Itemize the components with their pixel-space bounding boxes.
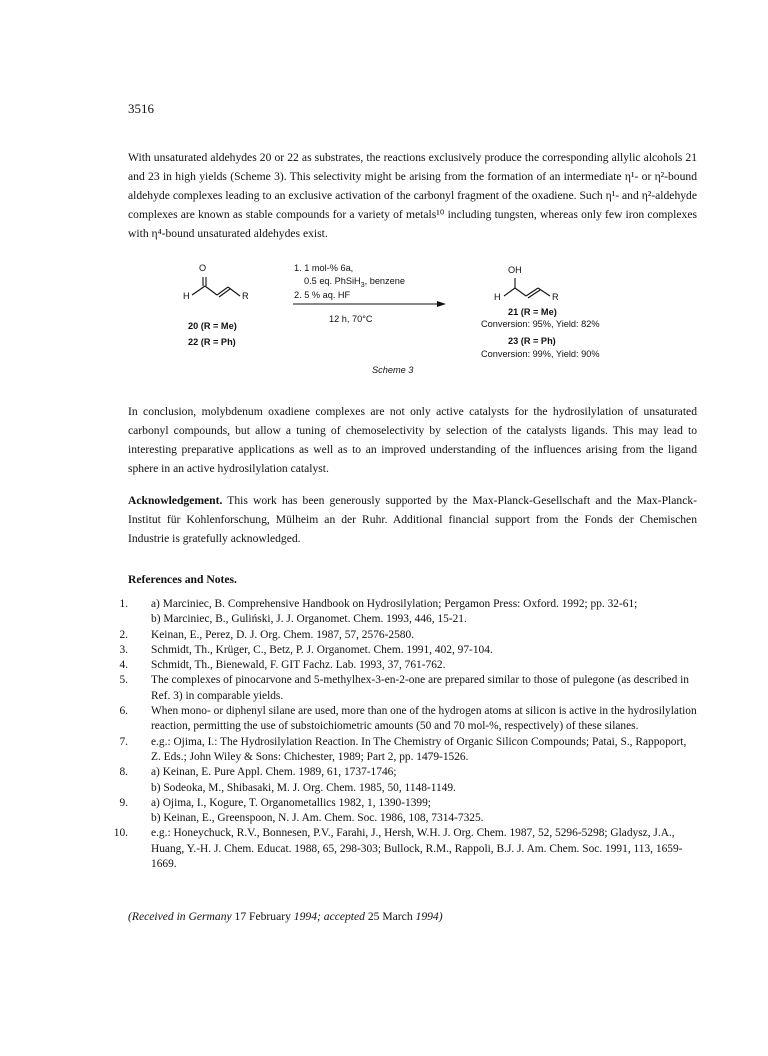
paragraph-unsaturated-aldehydes: With unsaturated aldehydes 20 or 22 as substrates, the reactions exclusively produce the corresponding allylic alcohols 21 and 23 in high yields (Scheme 3). This selectivity might be arising from the formation of an intermediate η¹- or η²-bound aldehyde complexes leading to an exclusive activation of the carbonyl fragment of the oxadiene. Such η¹- and η²-aldehyde complexes are known as stable compounds for a variety of metals¹⁰ including tungsten, whereas only few iron complexes with η⁴-bound unsaturated aldehydes exist. (128, 151, 697, 240)
reference-item (112, 628, 698, 643)
reference-item (112, 765, 698, 796)
product-h-bond (504, 288, 515, 296)
reference-item (112, 704, 698, 735)
reference-text: Schmidt, Th., Krüger, C., Betz, P. J. Organomet. Chem. 1991, 402, 97-104. (151, 643, 493, 656)
reference-text: e.g.: Ojima, I.: The Hydrosilylation Reaction. In The Chemistry of Organic Silicon Compounds; Patai, S., Rappoport, Z. Eds.; John Wiley & Sons: Chichester, 1989; Part 2, pp. 1479-1526. (151, 735, 687, 763)
reference-number: 1. (119, 598, 128, 610)
reference-item (112, 658, 698, 673)
reference-number: 8. (119, 766, 128, 779)
reference-text: a) Marciniec, B. Comprehensive Handbook on Hydrosilylation; Pergamon Press: Oxford. 1992; pp. 32-61; (151, 598, 638, 610)
reactant-chain-1 (205, 286, 217, 295)
acknowledgement-text: This work has been generously supported by the Max-Planck-Gesellschaft and the Max-Planck-Institut für Kohlenforschung, Mülheim an der Ruhr. Additional financial support from the Fonds der Chemischen Industrie is gratefully acknowledged. (128, 494, 697, 545)
product-chain-1 (515, 288, 526, 296)
references-heading: References and Notes. (128, 573, 237, 586)
reactant-hydrogen-atom: H (183, 291, 190, 301)
reference-text: Keinan, E., Perez, D. J. Org. Chem. 1987, 57, 2576-2580. (151, 628, 415, 641)
reference-text: b) Keinan, E., Greenspoon, N. J. Am. Chem. Soc. 1986, 108, 7314-7325. (151, 812, 484, 825)
reference-number: 7. (119, 735, 128, 748)
page-number: 3516 (128, 101, 154, 116)
reaction-scheme-drawing (128, 258, 697, 378)
reference-number: 2. (119, 628, 128, 641)
reactant-chain-3 (228, 287, 240, 296)
reference-text: When mono- or diphenyl silane are used, more than one of the hydrogen atoms at silicon is active in the hydrosilylation reaction, permitting the use of substoichiometric amounts (50 and 70 mol-%, respectively) of these silanes. (151, 705, 697, 733)
reference-number: 4. (119, 659, 128, 672)
reactant-label-20: 20 (R = Me) (188, 321, 237, 331)
reactant-label-22: 22 (R = Ph) (188, 337, 236, 347)
product-chain-3 (538, 288, 550, 296)
acknowledgement-heading: Acknowledgement. (128, 494, 223, 507)
reference-item (112, 826, 698, 872)
reference-text: a) Ojima, I., Kogure, T. Organometallics 1982, 1, 1390-1399; (151, 796, 431, 809)
condition-step-1: 1. 1 mol-% 6a, (294, 263, 354, 273)
condition-step-1-detail: 0.5 eq. PhSiH$_3$, benzene (304, 276, 405, 289)
references-list (112, 597, 698, 872)
reactant-oxygen-atom: O (199, 263, 207, 273)
reference-text: The complexes of pinocarvone and 5-methylhex-3-en-2-one are prepared similar to those of pulegone (as described in Ref. 3) in comparable yields. (151, 674, 690, 702)
reference-item (112, 735, 698, 766)
condition-time-temperature: 12 h, 70°C (329, 314, 373, 324)
condition-step-2: 2. 5 % aq. HF (294, 290, 351, 300)
reference-number: 10. (113, 827, 128, 840)
reference-number: 6. (119, 705, 128, 718)
product-r-group: R (552, 292, 559, 302)
product-label-21: 21 (R = Me) (508, 307, 557, 317)
reference-number: 9. (119, 796, 128, 809)
reference-number: 3. (119, 643, 128, 656)
product-result-21: Conversion: 95%, Yield: 82% (481, 319, 600, 329)
reference-text: e.g.: Honeychuck, R.V., Bonnesen, P.V., Farahi, J., Hersh, W.H. J. Org. Chem. 1987, 52, 5296-5298; Gladysz, J.A., Huang, Y.-H. J. Chem. Educat. 1988, 65, 298-303; Bullock, R.M., Rappoli, B.J. J. Am. Chem. Soc. 1991, 113, 1659-1669. (151, 827, 683, 871)
reactant-h-bond (192, 286, 205, 295)
reference-item (112, 673, 698, 704)
reference-text: Schmidt, Th., Bienewald, F. GIT Fachz. Lab. 1993, 37, 761-762. (151, 659, 446, 672)
reference-text: b) Sodeoka, M., Shibasaki, M. J. Org. Chem. 1985, 50, 1148-1149. (151, 781, 456, 794)
received-note: (Received in Germany 17 February 1994; accepted 25 March 1994) (128, 910, 443, 923)
paragraph-conclusion: In conclusion, molybdenum oxadiene complexes are not only active catalysts for the hydrosilylation of unsaturated carbonyl compounds, but allow a tuning of chemoselectivity by selection of the catalysts ligands. This may lead to interesting preparative applications as well as to an improved understanding of the influences arising from the ligand sphere in an active hydrosilylation catalyst. (128, 405, 697, 475)
product-hydroxyl-group: OH (508, 265, 522, 275)
product-label-23: 23 (R = Ph) (508, 336, 556, 346)
reference-number: 5. (119, 674, 128, 687)
reference-item (112, 597, 698, 628)
reactant-skeleton (192, 277, 240, 297)
reference-text: b) Marciniec, B., Guliński, J. J. Organomet. Chem. 1993, 446, 15-21. (151, 613, 467, 626)
product-result-23: Conversion: 99%, Yield: 90% (481, 349, 600, 359)
scheme-caption: Scheme 3 (372, 365, 414, 375)
scheme-3 (128, 258, 697, 378)
reactant-r-group: R (242, 291, 249, 301)
product-hydrogen-atom: H (494, 292, 501, 302)
product-skeleton (504, 278, 550, 298)
reaction-arrow (293, 301, 446, 307)
reference-text: a) Keinan, E. Pure Appl. Chem. 1989, 61, 1737-1746; (151, 766, 397, 779)
acknowledgement-paragraph (128, 491, 697, 548)
reference-item (112, 643, 698, 658)
reference-item (112, 796, 698, 827)
